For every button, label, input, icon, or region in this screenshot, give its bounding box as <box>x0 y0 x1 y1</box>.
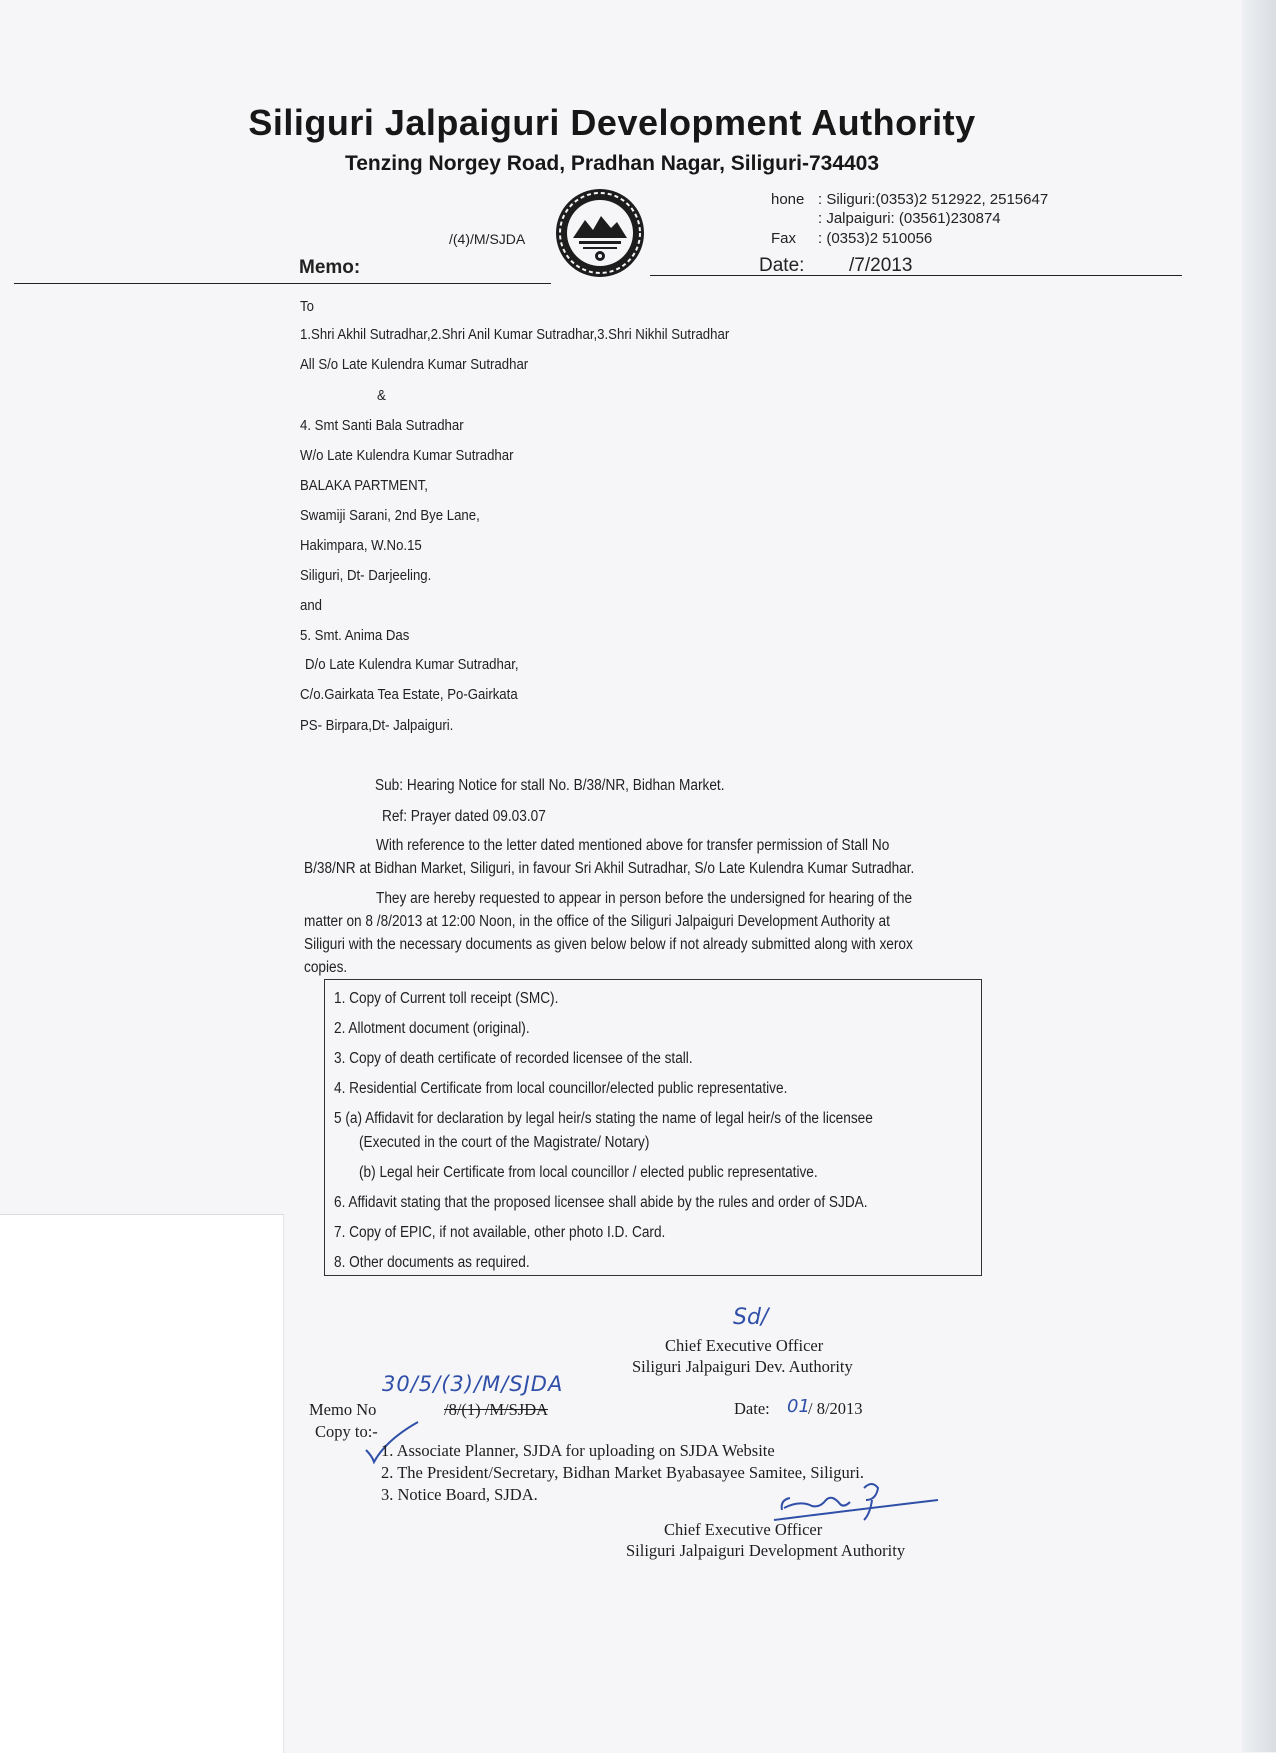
recipient-line: 5. Smt. Anima Das <box>300 627 410 644</box>
recipient-line: PS- Birpara,Dt- Jalpaiguri. <box>300 717 454 734</box>
recipient-line: W/o Late Kulendra Kumar Sutradhar <box>300 447 514 464</box>
recipient-line: 1.Shri Akhil Sutradhar,2.Shri Anil Kumar Sutradhar,3.Shri Nikhil Sutradhar <box>300 326 730 343</box>
para2-line: They are hereby requested to appear in person before the undersigned for hearing of the <box>376 890 913 907</box>
document-item: 2. Allotment document (original). <box>334 1020 530 1037</box>
document-item: 6. Affidavit stating that the proposed licensee shall abide by the rules and order of SJDA. <box>334 1194 868 1211</box>
recipient-line: & <box>377 387 386 404</box>
document-item: 5 (a) Affidavit for declaration by legal heir/s stating the name of legal heir/s of the licensee <box>334 1110 873 1127</box>
header-rule-left <box>14 283 551 284</box>
recipient-line: Siliguri, Dt- Darjeeling. <box>300 567 432 584</box>
para2-line: Siliguri with the necessary documents as given below below if not already submitted along with xerox <box>304 936 913 953</box>
document-item: 3. Copy of death certificate of recorded licensee of the stall. <box>334 1050 693 1067</box>
fax-value: : (0353)2 510056 <box>818 230 933 247</box>
struck-memo-number: /8/(1) /M/SJDA <box>444 1400 549 1419</box>
copy-to-item: 2. The President/Secretary, Bidhan Market Byabasayee Samitee, Siliguri. <box>381 1463 864 1482</box>
header-rule-right <box>650 275 1182 276</box>
document-item: 7. Copy of EPIC, if not available, other photo I.D. Card. <box>334 1224 666 1241</box>
copy-date-rest: / 8/2013 <box>808 1399 863 1418</box>
para1-line: With reference to the letter dated mentioned above for transfer permission of Stall No <box>376 837 890 854</box>
recipient-line: All S/o Late Kulendra Kumar Sutradhar <box>300 356 529 373</box>
signatory2-title: Chief Executive Officer <box>664 1520 823 1539</box>
paper-overlay-patch <box>0 1214 284 1753</box>
memo-label: Memo: <box>299 257 361 278</box>
document-item: 4. Residential Certificate from local councillor/elected public representative. <box>334 1080 788 1097</box>
phone-siliguri: : Siliguri:(0353)2 512922, 2515647 <box>818 191 1049 208</box>
recipient-line: C/o.Gairkata Tea Estate, Po-Gairkata <box>300 686 518 703</box>
subject-line: Sub: Hearing Notice for stall No. B/38/NR, Bidhan Market. <box>375 777 725 794</box>
recipient-line: 4. Smt Santi Bala Sutradhar <box>300 417 464 434</box>
signatory-org: Siliguri Jalpaiguri Dev. Authority <box>632 1357 853 1376</box>
copy-date-label: Date: <box>734 1399 770 1418</box>
document-item: 8. Other documents as required. <box>334 1254 530 1271</box>
document-item: (Executed in the court of the Magistrate/ Notary) <box>359 1134 650 1151</box>
handwritten-sd: Sd/ <box>733 1305 769 1330</box>
date-value: /7/2013 <box>849 255 913 276</box>
copy-to-item: 3. Notice Board, SJDA. <box>381 1485 538 1504</box>
fax-label: Fax <box>771 230 797 247</box>
date-label: Date: <box>759 255 805 276</box>
org-name: Siliguri Jalpaiguri Development Authority <box>248 102 976 143</box>
recipient-line: Hakimpara, W.No.15 <box>300 537 422 554</box>
recipient-line: Swamiji Sarani, 2nd Bye Lane, <box>300 507 480 524</box>
recipient-line: BALAKA PARTMENT, <box>300 477 428 494</box>
signatory2-org: Siliguri Jalpaiguri Development Authority <box>626 1541 906 1560</box>
copy-to-item: 1. Associate Planner, SJDA for uploading on SJDA Website <box>381 1441 775 1460</box>
copy-to-label: Copy to:- <box>315 1422 378 1441</box>
para1-line: B/38/NR at Bidhan Market, Siliguri, in favour Sri Akhil Sutradhar, S/o Late Kulendra Kumar Sutradhar. <box>304 860 915 877</box>
memo-ref: /(4)/M/SJDA <box>449 231 526 247</box>
handwritten-date-day: 01 <box>787 1396 810 1417</box>
para2-line: copies. <box>304 959 348 976</box>
scan-edge <box>1242 0 1276 1752</box>
sjda-seal-icon <box>553 186 647 280</box>
recipient-line: D/o Late Kulendra Kumar Sutradhar, <box>305 656 519 673</box>
phone-jalpaiguri: : Jalpaiguri: (03561)230874 <box>818 210 1001 227</box>
ref-line: Ref: Prayer dated 09.03.07 <box>382 808 546 825</box>
org-address: Tenzing Norgey Road, Pradhan Nagar, Siliguri-734403 <box>344 152 880 175</box>
document-item: 1. Copy of Current toll receipt (SMC). <box>334 990 559 1007</box>
to-label: To <box>300 298 314 315</box>
copy-memo-label: Memo No <box>309 1400 377 1419</box>
signatory-title: Chief Executive Officer <box>665 1336 824 1355</box>
phone-label: hone <box>771 191 805 208</box>
para2-line: matter on 8 /8/2013 at 12:00 Noon, in the office of the Siliguri Jalpaiguri Development Authority at <box>304 913 890 930</box>
handwritten-memo-no: 30/5/(3)/M/SJDA <box>382 1372 564 1396</box>
document-item: (b) Legal heir Certificate from local councillor / elected public representative. <box>359 1164 818 1181</box>
recipient-line: and <box>300 597 323 614</box>
